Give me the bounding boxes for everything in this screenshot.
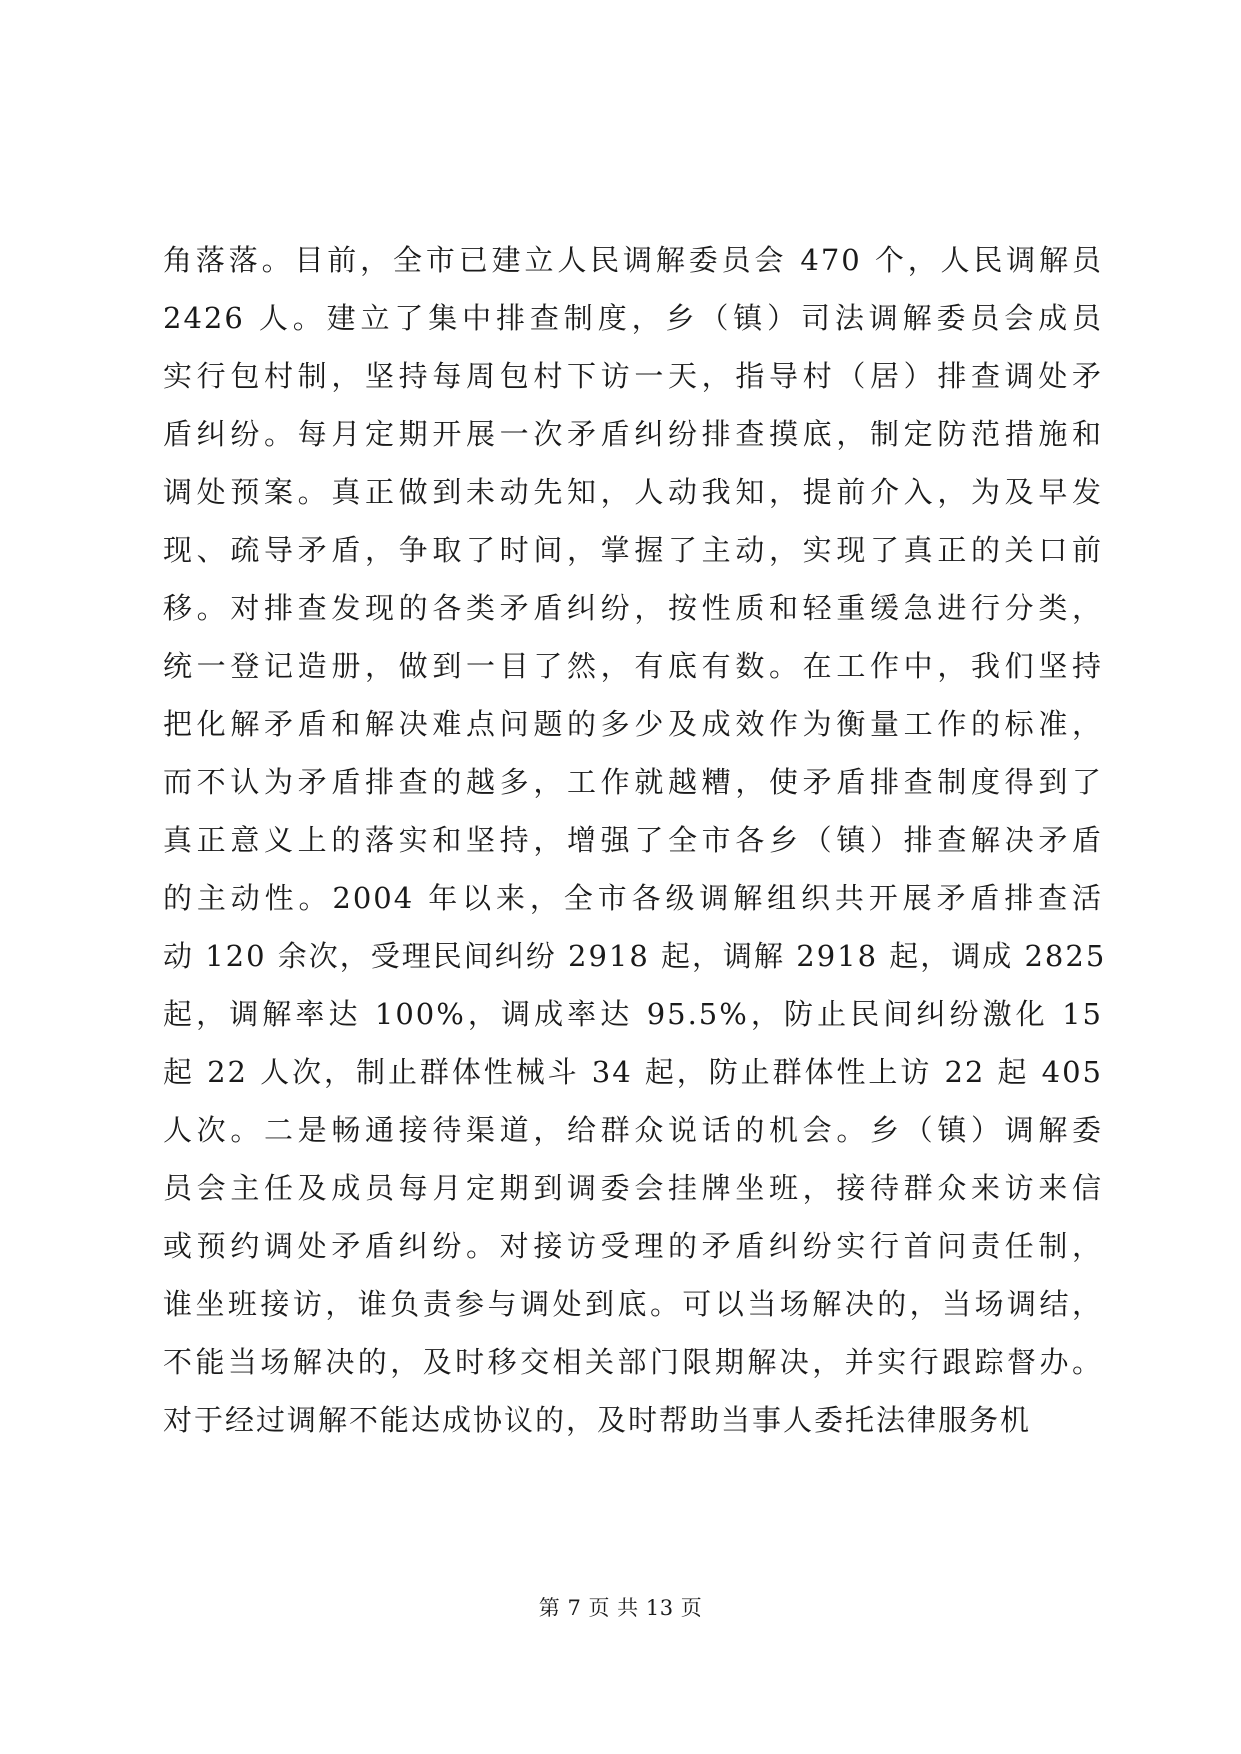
text-line: 谁坐班接访，谁负责参与调处到底。可以当场解决的，当场调结， — [163, 1287, 1103, 1321]
text-line: 角落落。目前，全市已建立人民调解委员会 470 个，人民调解员 — [163, 243, 1103, 277]
text-line: 动 120 余次，受理民间纠纷 2918 起，调解 2918 起，调成 2825 — [163, 939, 1107, 973]
body-text — [163, 231, 1107, 1449]
text-line: 对于经过调解不能达成协议的，及时帮助当事人委托法律服务机 — [163, 1403, 1032, 1437]
text-line: 或预约调处矛盾纠纷。对接访受理的矛盾纠纷实行首问责任制， — [163, 1229, 1103, 1263]
text-line: 人次。二是畅通接待渠道，给群众说话的机会。乡（镇）调解委 — [163, 1113, 1103, 1147]
text-line: 真正意义上的落实和坚持，增强了全市各乡（镇）排查解决矛盾 — [163, 823, 1103, 857]
text-line: 调处预案。真正做到未动先知，人动我知，提前介入，为及早发 — [163, 475, 1103, 509]
text-line: 起 22 人次，制止群体性械斗 34 起，防止群体性上访 22 起 405 — [163, 1055, 1103, 1089]
text-line: 移。对排查发现的各类矛盾纠纷，按性质和轻重缓急进行分类， — [163, 591, 1103, 625]
text-line: 统一登记造册，做到一目了然，有底有数。在工作中，我们坚持 — [163, 649, 1103, 683]
text-line: 实行包村制，坚持每周包村下访一天，指导村（居）排查调处矛 — [163, 359, 1103, 393]
text-line: 员会主任及成员每月定期到调委会挂牌坐班，接待群众来访来信 — [163, 1171, 1103, 1205]
page-number: 第 7 页 共 13 页 — [538, 1596, 703, 1620]
text-line: 的主动性。2004 年以来，全市各级调解组织共开展矛盾排查活 — [163, 881, 1103, 915]
text-line: 现、疏导矛盾，争取了时间，掌握了主动，实现了真正的关口前 — [163, 533, 1103, 567]
text-line: 盾纠纷。每月定期开展一次矛盾纠纷排查摸底，制定防范措施和 — [163, 417, 1103, 451]
text-line: 不能当场解决的，及时移交相关部门限期解决，并实行跟踪督办。 — [163, 1345, 1103, 1379]
text-line: 而不认为矛盾排查的越多，工作就越糟，使矛盾排查制度得到了 — [163, 765, 1103, 799]
text-line: 起，调解率达 100%，调成率达 95.5%，防止民间纠纷激化 15 — [163, 997, 1103, 1031]
text-line: 把化解矛盾和解决难点问题的多少及成效作为衡量工作的标准， — [163, 707, 1103, 741]
text-line: 2426 人。建立了集中排查制度，乡（镇）司法调解委员会成员 — [163, 301, 1103, 335]
